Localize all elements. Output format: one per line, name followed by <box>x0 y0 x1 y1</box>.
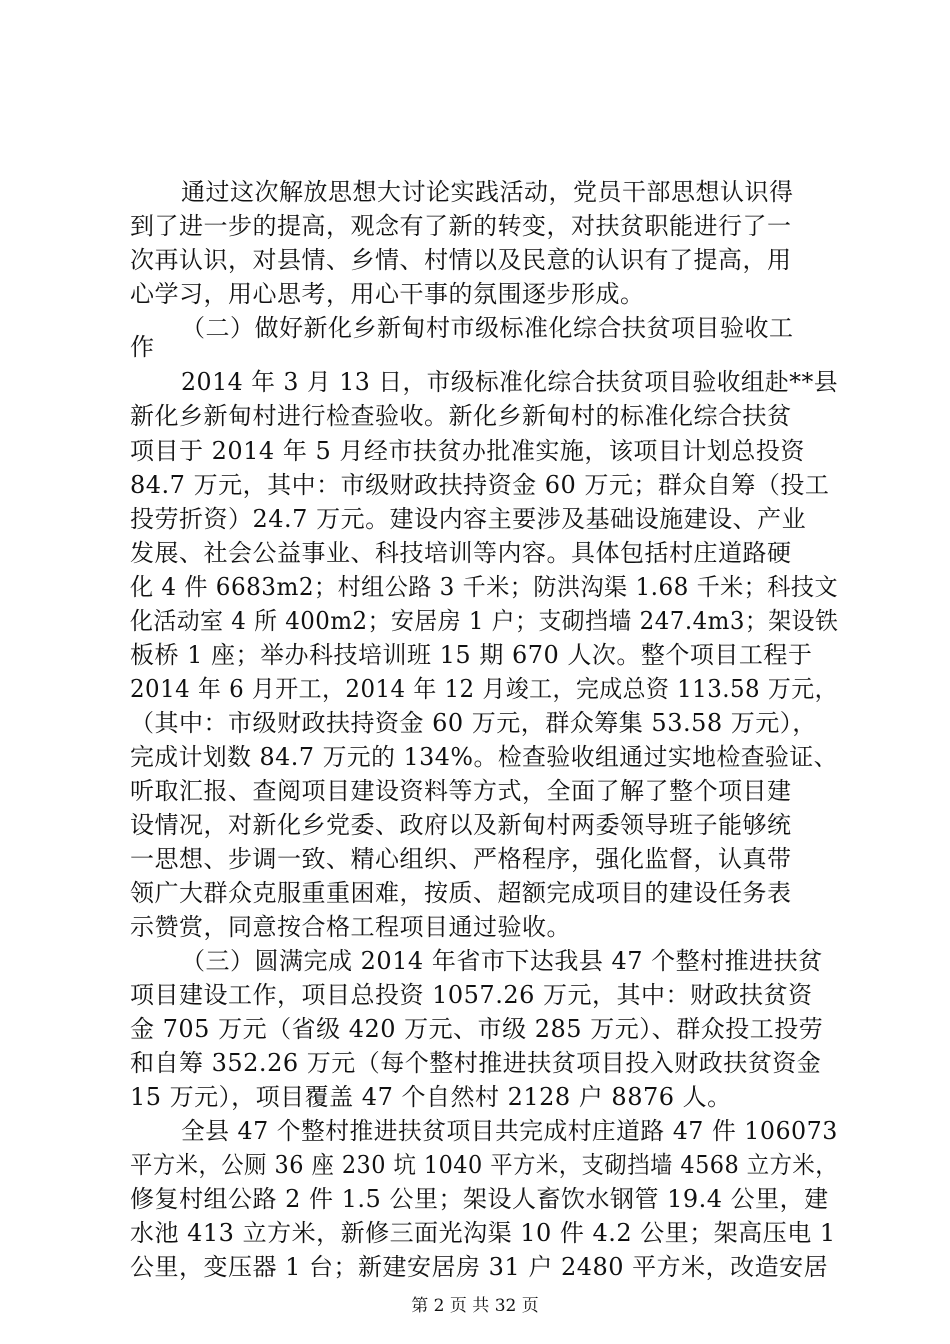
text-line: 和自筹 352.26 万元（每个整村推进扶贫项目投入财政扶贫资金 <box>130 1049 822 1077</box>
text-line: 一思想、步调一致、精心组织、严格程序，强化监督，认真带 <box>130 845 792 873</box>
text-line: 领广大群众克服重重困难，按质、超额完成项目的建设任务表 <box>130 879 792 907</box>
text-line: 水池 413 立方米，新修三面光沟渠 10 件 4.2 公里；架高压电 1 <box>130 1219 836 1247</box>
text-line: 全县 47 个整村推进扶贫项目共完成村庄道路 47 件 106073 <box>181 1117 838 1145</box>
text-line: 听取汇报、查阅项目建设资料等方式，全面了解了整个项目建 <box>130 777 792 805</box>
text-line: 板桥 1 座；举办科技培训班 15 期 670 人次。整个项目工程于 <box>130 641 813 669</box>
page-number-footer: 第 2 页 共 32 页 <box>411 1296 539 1316</box>
text-line: 次再认识，对县情、乡情、村情以及民意的认识有了提高，用 <box>130 246 792 274</box>
text-line: 金 705 万元（省级 420 万元、市级 285 万元）、群众投工投劳 <box>130 1015 824 1043</box>
text-line: 项目建设工作，项目总投资 1057.26 万元，其中：财政扶贫资 <box>130 981 813 1009</box>
text-line: 到了进一步的提高，观念有了新的转变，对扶贫职能进行了一 <box>130 212 792 240</box>
text-line: 新化乡新甸村进行检查验收。新化乡新甸村的标准化综合扶贫 <box>130 402 792 430</box>
text-line: 15 万元），项目覆盖 47 个自然村 2128 户 8876 人。 <box>130 1083 732 1111</box>
text-line: 平方米，公厕 36 座 230 坑 1040 平方米，支砌挡墙 4568 立方米， <box>130 1151 839 1179</box>
text-line: 公里，变压器 1 台；新建安居房 31 户 2480 平方米，改造安居 <box>130 1253 829 1281</box>
text-line: 通过这次解放思想大讨论实践活动，党员干部思想认识得 <box>181 178 794 206</box>
text-line: 示赞赏，同意按合格工程项目通过验收。 <box>130 913 571 941</box>
section-heading: 作 <box>130 333 155 361</box>
text-line: 项目于 2014 年 5 月经市扶贫办批准实施，该项目计划总投资 <box>130 437 805 465</box>
text-line: （其中：市级财政扶持资金 60 万元，群众筹集 53.58 万元）， <box>130 709 817 737</box>
text-line: 2014 年 3 月 13 日，市级标准化综合扶贫项目验收组赴**县 <box>181 368 839 396</box>
text-line: 化活动室 4 所 400m2；安居房 1 户；支砌挡墙 247.4m3；架设铁 <box>130 607 839 635</box>
text-line: 设情况，对新化乡党委、政府以及新甸村两委领导班子能够统 <box>130 811 792 839</box>
text-line: 修复村组公路 2 件 1.5 公里；架设人畜饮水钢管 19.4 公里，建 <box>130 1185 829 1213</box>
text-line: 发展、社会公益事业、科技培训等内容。具体包括村庄道路硬 <box>130 539 792 567</box>
section-heading: （三）圆满完成 2014 年省市下达我县 47 个整村推进扶贫 <box>181 947 823 975</box>
text-line: 化 4 件 6683m2；村组公路 3 千米；防洪沟渠 1.68 千米；科技文 <box>130 573 839 601</box>
text-line: 2014 年 6 月开工，2014 年 12 月竣工，完成总资 113.58 万元， <box>130 675 839 703</box>
text-line: 84.7 万元，其中：市级财政扶持资金 60 万元；群众自筹（投工 <box>130 471 830 499</box>
text-line: 心学习，用心思考，用心干事的氛围逐步形成。 <box>130 280 645 308</box>
text-line: 完成计划数 84.7 万元的 134%。检查验收组通过实地检查验证、 <box>130 743 838 771</box>
section-heading: （二）做好新化乡新甸村市级标准化综合扶贫项目验收工 <box>181 314 794 342</box>
text-line: 投劳折资）24.7 万元。建设内容主要涉及基础设施建设、产业 <box>130 505 807 533</box>
